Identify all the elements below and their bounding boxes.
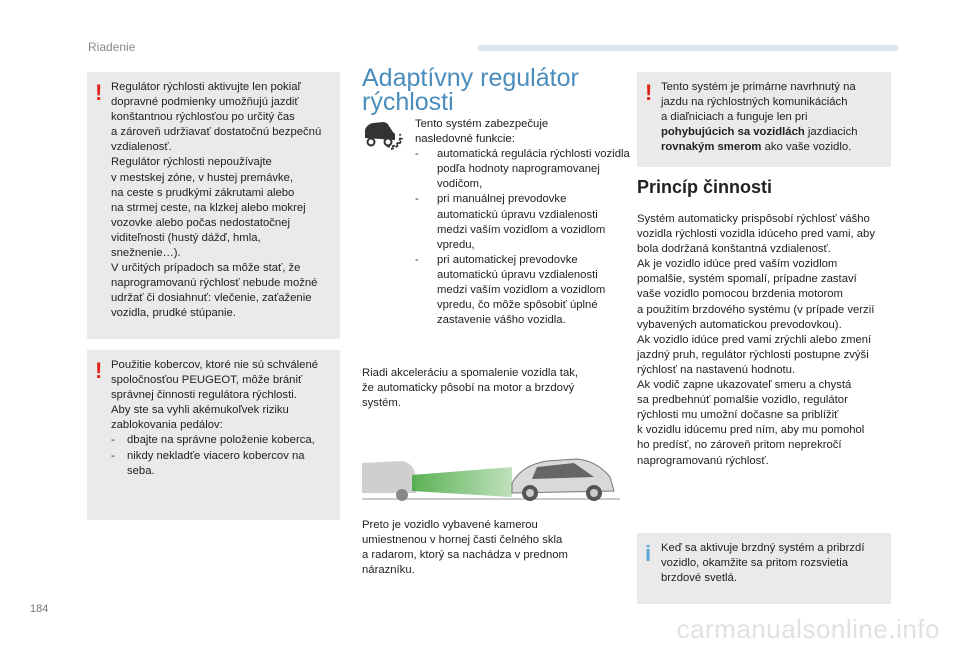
text-line: konštantnou rýchlosťou po určitý čas: [111, 111, 295, 124]
functions-intro: [415, 117, 630, 147]
text-line: správnej činnosti regulátora rýchlosti.: [111, 389, 297, 402]
page-title: Adaptívny regulátor rýchlosti: [362, 64, 579, 116]
text-line: snežnenie…).: [111, 247, 181, 260]
text-line: Systém automaticky prispôsobí rýchlosť vášho: [637, 213, 870, 225]
warning-icon: !: [95, 358, 103, 383]
text-line: k vozidlu idúcemu pred ním, aby mu pomohol: [637, 424, 865, 437]
text-line: rýchlosť na nastavenú hodnotu.: [637, 363, 796, 376]
warning-1-text: [111, 80, 332, 322]
text-line: a radarom, ktorý sa nachádza v prednom: [362, 549, 568, 562]
text-line: spoločnosťou PEUGEOT, môže brániť: [111, 374, 303, 387]
text-line: Riadi akceleráciu a spomalenie vozidla tak,: [362, 367, 579, 379]
text-line: naprogramovanú rýchlosť.: [637, 454, 769, 467]
list-item: - nikdy nekladťe viacero kobercov na seba.: [111, 449, 332, 479]
text-line: Ak je vozidlo idúce pred vaším vozidlom: [637, 258, 838, 271]
text-line: Tento systém zabezpečuje: [415, 118, 549, 130]
text-line: vzdialenosť.: [111, 141, 172, 154]
info-icon: i: [645, 541, 652, 566]
text-line: vaše vozidlo pomocou brzdenia motorom: [637, 288, 843, 301]
text-line: Aby ste sa vyhli akémukoľvek riziku: [111, 404, 289, 417]
camera-paragraph: [362, 518, 612, 578]
text-line: na ceste s prudkými zákrutami alebo: [111, 186, 295, 199]
text-line: udržať či dosiahnuť: vlečenie, zaťaženie: [111, 292, 312, 305]
text-line: vozidla rýchlosti vozidla idúceho pred vami, aby: [637, 228, 875, 241]
text-line: Regulátor rýchlosti aktivujte len pokiaľ: [111, 81, 301, 93]
warning-icon: !: [95, 80, 103, 105]
list-item: - dbajte na správne položenie koberca,: [111, 433, 332, 448]
text-line: jazdu na rýchlostných komunikáciách: [661, 96, 848, 109]
info-note-brake-lights: [637, 533, 891, 604]
warning-2-list: [111, 433, 332, 478]
warning-note-speed-limiter: [87, 72, 340, 339]
text-line: a diaľniciach a funguje len pri: [661, 111, 808, 124]
text-line: vybavených automatickou prevodovkou).: [637, 318, 842, 331]
text-line: dopravné podmienky umožňujú jazdiť: [111, 96, 299, 109]
text-line: naprogramovanú rýchlosť nebude možné: [111, 277, 318, 290]
text-line: vozidla, prudké stúpanie.: [111, 307, 236, 320]
text-line: zablokovania pedálov:: [111, 419, 223, 432]
functions-list: [415, 147, 630, 328]
text-line: vozidlo, okamžite sa pritom rozsvietia: [661, 557, 849, 570]
warning-3-text: Tento systém je primárne navrhnutý na jazdu na rýchlostných komunikáciách a diaľniciach a funguje len pri pohybujúcich sa vozidlách jazdiacich rovnakým smerom ako vaše vozidlo.: [661, 81, 858, 154]
page-number: 184: [30, 603, 49, 615]
watermark: carmanualsonline.info: [676, 614, 940, 644]
text-line: Regulátor rýchlosti nepoužívajte: [111, 156, 272, 169]
text-line: a použitím brzdového systému (v prípade verzií: [637, 303, 875, 316]
text-line: umiestnenou v hornej časti čelného skla: [362, 534, 563, 547]
warning-note-floor-mats: [87, 350, 340, 520]
list-item: - automatická regulácia rýchlosti vozidla podľa hodnoty naprogramovanej vodičom,: [415, 147, 630, 192]
text-line: ho predísť, no zároveň pritom neprekročí: [637, 439, 842, 452]
acceleration-paragraph: [362, 366, 612, 411]
adaptive-cruise-control-icon: [361, 118, 403, 152]
text-line: nasledovné funkcie:: [415, 133, 515, 146]
text-line: Ak vodič zapne ukazovateľ smeru a chystá: [637, 379, 852, 392]
text-line: a zároveň udržiavať dostatočnú bezpečnú: [111, 126, 322, 139]
text-line: viditeľnosti (hustý dážď, hmla,: [111, 231, 261, 244]
text-line: jazdný pruh, regulátor rýchlosti postupne zvýši: [637, 348, 869, 361]
text-line: Preto je vozidlo vybavené kamerou: [362, 519, 538, 531]
list-item: - pri automatickej prevodovke automatickú úpravu vzdialenosti medzi vaším vozidlom a vozidlom vpredu, čo môže spôsobiť úplné zastavenie vášho vozidla.: [415, 253, 630, 328]
warning-2-text: [111, 358, 332, 433]
text-line: bola dodržaná konštantná vzdialenosť.: [637, 243, 831, 256]
text-line: sa predbehnúť pomalšie vozidlo, regulátor: [637, 394, 848, 407]
text-line: v mestskej zóne, v hustej premávke,: [111, 171, 294, 184]
info-note-text: [661, 541, 883, 586]
text-line: Tento systém je primárne navrhnutý na: [661, 81, 856, 93]
text-line: vozovke alebo počas nedostatočnej: [111, 216, 290, 229]
acc-radar-illustration: [362, 455, 620, 515]
list-item: - pri manuálnej prevodovke automatickú úpravu vzdialenosti medzi vaším vozidlom a vozidlom vpredu,: [415, 192, 630, 252]
functions-block: [415, 117, 630, 328]
header-bar: [478, 45, 898, 51]
text-line: brzdové svetlá.: [661, 572, 737, 585]
principle-title: Princíp činnosti: [637, 177, 773, 197]
warning-icon: !: [645, 80, 653, 105]
text-line: že automaticky pôsobí na motor a brzdový: [362, 382, 575, 395]
text-line: nárazníku.: [362, 564, 415, 577]
text-line: Ak vozidlo idúce pred vami zrýchli alebo zmení: [637, 333, 872, 346]
warning-note-system-usage: [637, 72, 891, 167]
text-line: Použitie kobercov, ktoré nie sú schválené: [111, 359, 319, 371]
section-header: Riadenie: [88, 40, 136, 54]
principle-paragraph: [637, 212, 899, 469]
text-line: na strmej ceste, na klzkej alebo mokrej: [111, 201, 306, 214]
text-line: V určitých prípadoch sa môže stať, že: [111, 262, 301, 275]
text-line: Keď sa aktivuje brzdný systém a pribrzdí: [661, 542, 865, 554]
text-line: rýchlosti mu umožní dočasne sa priblížiť: [637, 409, 839, 422]
text-line: pomalšie, systém spomalí, prípadne zastaví: [637, 273, 857, 286]
text-line: systém.: [362, 397, 401, 410]
